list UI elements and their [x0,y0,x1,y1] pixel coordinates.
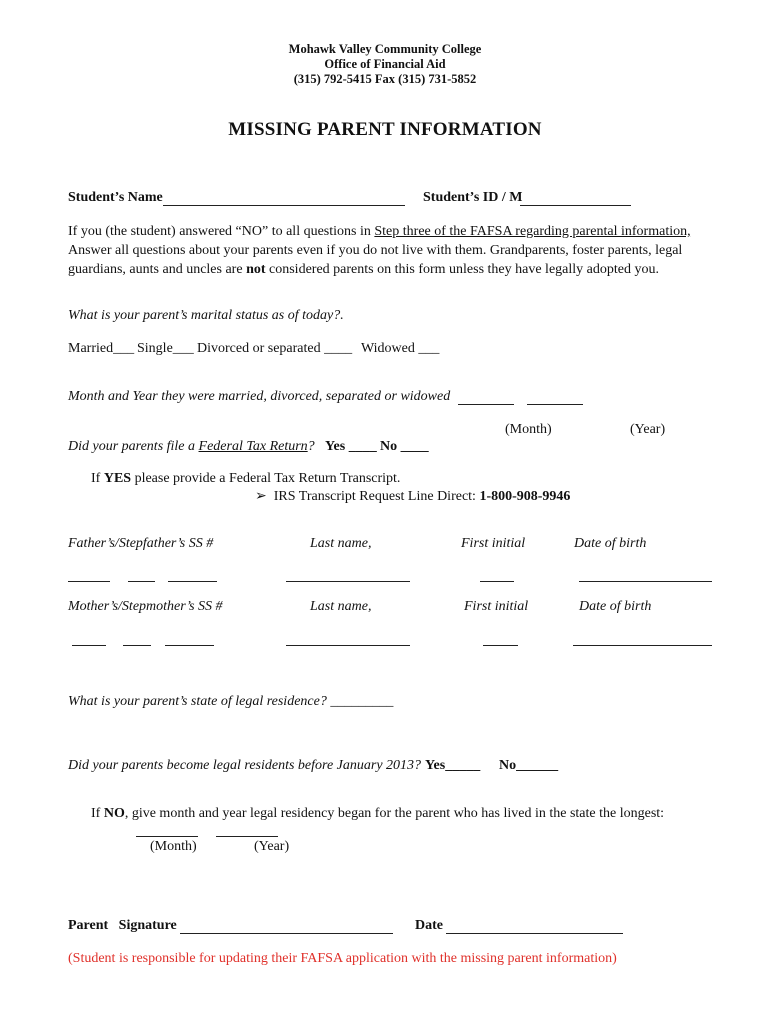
parent-signature-field[interactable] [180,933,393,934]
form-title: MISSING PARENT INFORMATION [228,119,542,140]
mother-first-initial-field[interactable] [483,645,518,646]
tax-question-mark: ? [307,439,315,454]
residence-question [68,694,393,710]
student-id-label: Student’s ID / M [423,190,523,205]
tax-no-field[interactable]: No ____ [380,439,429,454]
arrow-bullet-icon: ➢ [255,489,267,504]
tax-yes-field[interactable]: Yes ____ [325,439,377,454]
irs-line [255,488,570,505]
intro-text-1: If you (the student) answered “NO” to all questions in [68,224,375,239]
tax-question [68,439,315,455]
residency-month-label: (Month) [150,839,197,854]
mother-first-label: First initial [464,599,529,614]
marriage-year-label: (Year) [630,422,666,437]
student-name-label: Student’s Name [68,190,163,205]
mother-last-label: Last name, [310,599,372,614]
residency-year-label: (Year) [254,839,290,854]
father-ss-label: Father’s/Stepfather’s SS # [68,536,214,551]
father-ss-part2-field[interactable] [128,581,155,582]
fafsa-step-three-link: Step three of the FAFSA regarding parental information, [374,224,691,239]
residence-state-field[interactable]: _________ [326,694,394,709]
father-first-label: First initial [461,536,526,551]
legal-yes-field[interactable]: Yes_____ [425,758,481,773]
mother-last-name-field[interactable] [286,645,410,646]
residence-question-text: What is your parent’s state of legal residence? [68,694,327,709]
mother-ss-part2-field[interactable] [123,645,151,646]
irs-phone: 1-800-908-9946 [479,489,571,504]
mother-dob-label: Date of birth [579,599,652,614]
student-name-field[interactable] [163,205,405,206]
marriage-month-label: (Month) [505,422,552,437]
father-dob-field[interactable] [579,581,712,582]
if-yes-bold: YES [103,471,132,486]
office-phones: (315) 792-5415 Fax (315) 731-5852 [293,72,477,86]
federal-tax-return-link: Federal Tax Return [198,439,308,454]
legal-residents-question: Did your parents become legal residents before January 2013? [68,758,422,773]
marriage-date-question: Month and Year they were married, divorced, separated or widowed [68,389,451,404]
mother-ss-label: Mother’s/Stepmother’s SS # [68,599,223,614]
marital-question: What is your parent’s marital status as of today?. [68,308,344,323]
if-yes-prefix: If [91,471,104,486]
marital-option-widowed[interactable]: Widowed ___ [361,341,440,356]
marriage-year-field[interactable] [527,404,583,405]
intro-paragraph [68,222,708,279]
residency-year-field[interactable] [216,836,278,837]
father-first-initial-field[interactable] [480,581,514,582]
parent-signature-label: Parent Signature [68,918,177,933]
if-no-instruction [91,806,664,822]
legal-no-field[interactable]: No______ [499,758,559,773]
college-name: Mohawk Valley Community College [288,42,482,56]
intro-text-3: considered parents on this form unless they have legally adopted you. [265,262,659,277]
marital-option-married[interactable]: Married___ [68,341,135,356]
student-id-field[interactable] [520,205,631,206]
signature-date-label: Date [415,918,443,933]
if-yes-instruction [91,471,400,487]
marital-option-single[interactable]: Single___ [137,341,194,356]
marital-option-divorced[interactable]: Divorced or separated ____ [197,341,353,356]
intro-text-2: Answer all questions about your parents even if you do not live with them. Grandparents, foster parents, legal guardians, aunts and uncles are [68,243,683,277]
mother-dob-field[interactable] [573,645,712,646]
if-no-prefix: If [91,806,104,821]
father-ss-part3-field[interactable] [168,581,217,582]
irs-label: IRS Transcript Request Line Direct: [273,489,480,504]
residency-month-field[interactable] [136,836,198,837]
mother-ss-part3-field[interactable] [165,645,214,646]
father-last-label: Last name, [310,536,372,551]
mother-ss-part1-field[interactable] [72,645,106,646]
signature-date-field[interactable] [446,933,623,934]
father-dob-label: Date of birth [574,536,647,551]
father-last-name-field[interactable] [286,581,410,582]
office-name: Office of Financial Aid [324,57,446,71]
father-ss-part1-field[interactable] [68,581,110,582]
if-no-bold: NO [103,806,125,821]
footnote-notice: (Student is responsible for updating their FAFSA application with the missing parent information) [68,951,617,966]
if-yes-rest: please provide a Federal Tax Return Transcript. [131,471,401,486]
tax-question-text: Did your parents file a [68,439,199,454]
if-no-rest: , give month and year legal residency began for the parent who has lived in the state the longest: [124,806,665,821]
marriage-month-field[interactable] [458,404,514,405]
intro-emphasis: not [246,262,266,277]
